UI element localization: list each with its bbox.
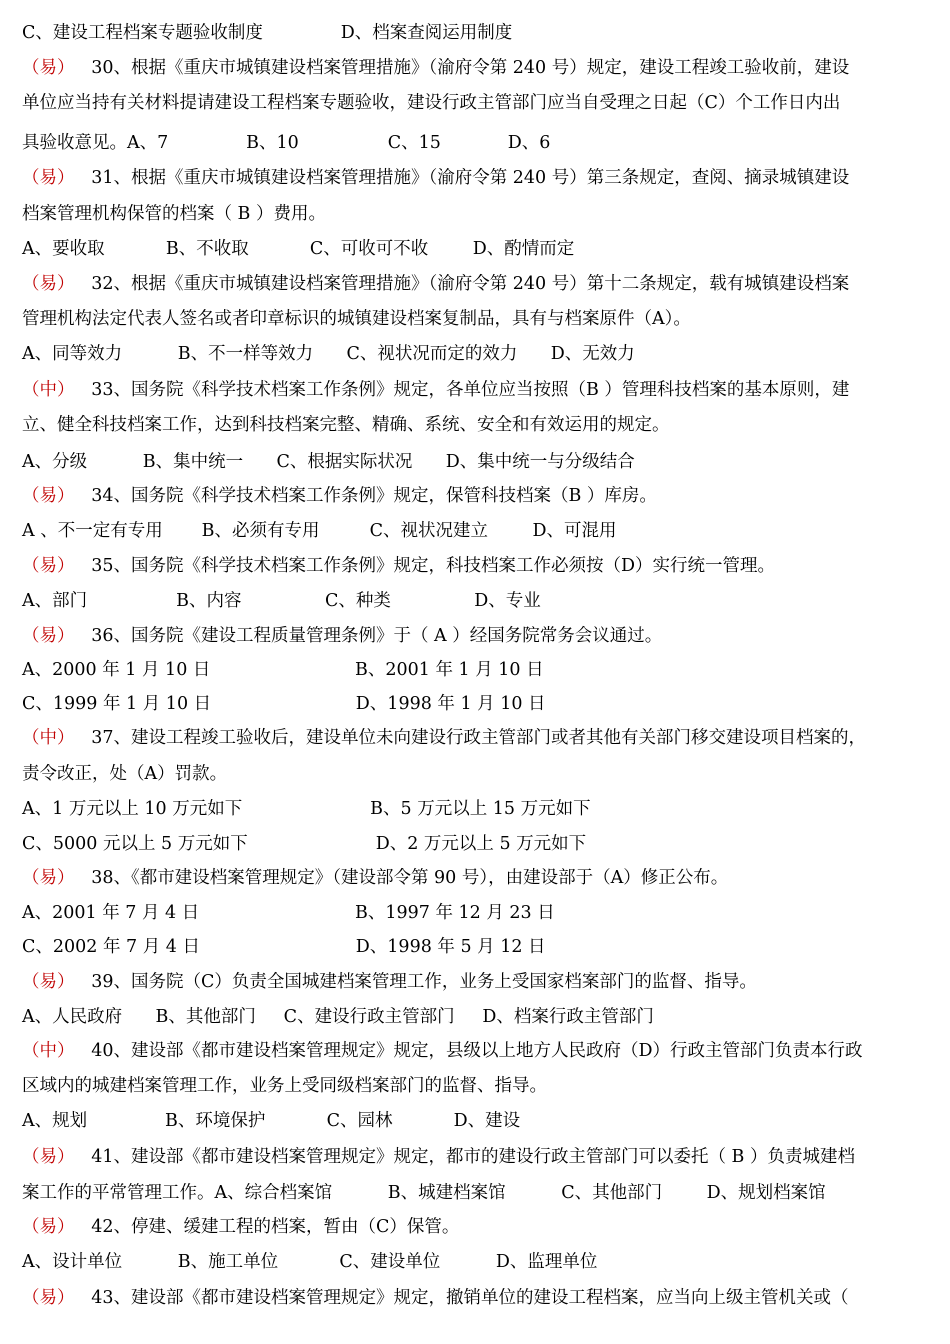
text-line bbox=[22, 412, 670, 438]
text-line bbox=[22, 588, 541, 614]
line-text: 33、国务院《科学技术档案工作条例》规定，各单位应当按照（B ）管理科技档案的基本原则，建 bbox=[74, 380, 850, 400]
text-line bbox=[22, 236, 574, 262]
line-text: 34、国务院《科学技术档案工作条例》规定，保管科技档案（B ）库房。 bbox=[74, 486, 657, 506]
question-line bbox=[22, 865, 728, 891]
difficulty-label: （中） bbox=[22, 1041, 75, 1061]
line-text: 30、根据《重庆市城镇建设档案管理措施》（渝府令第 240 号）规定，建设工程竣工验收前，建设 bbox=[74, 58, 850, 78]
text-line bbox=[22, 657, 544, 683]
text-line bbox=[22, 518, 617, 544]
line-text: 区域内的城建档案管理工作，业务上受同级档案部门的监督、指导。 bbox=[22, 1076, 547, 1096]
difficulty-label: （中） bbox=[22, 728, 75, 748]
question-line bbox=[22, 483, 657, 509]
text-line bbox=[22, 130, 550, 156]
question-line bbox=[22, 1144, 855, 1170]
line-text: 31、根据《重庆市城镇建设档案管理措施》（渝府令第 240 号）第三条规定，查阅、摘录城镇建设 bbox=[74, 168, 850, 188]
line-text: C、2002 年 7 月 4 日 D、1998 年 5 月 12 日 bbox=[22, 937, 546, 957]
line-text: 案工作的平常管理工作。A、综合档案馆 B、城建档案馆 C、其他部门 D、规划档案馆 bbox=[22, 1183, 826, 1203]
text-line bbox=[22, 1004, 654, 1030]
line-text: 责令改正，处（A）罚款。 bbox=[22, 764, 228, 784]
text-line bbox=[22, 831, 586, 857]
text-line bbox=[22, 201, 326, 227]
difficulty-label: （易） bbox=[22, 58, 75, 78]
text-line bbox=[22, 1249, 597, 1275]
line-text: A、部门 B、内容 C、种类 D、专业 bbox=[22, 591, 541, 611]
line-text: 42、停建、缓建工程的档案，暂由（C）保管。 bbox=[74, 1217, 460, 1237]
difficulty-label: （易） bbox=[22, 1147, 75, 1167]
line-text: 37、建设工程竣工验收后，建设单位未向建设行政主管部门或者其他有关部门移交建设项目档案的， bbox=[74, 728, 866, 748]
text-line bbox=[22, 341, 635, 367]
line-text: 36、国务院《建设工程质量管理条例》于（ A ）经国务院常务会议通过。 bbox=[74, 626, 663, 646]
line-text: 管理机构法定代表人签名或者印章标识的城镇建设档案复制品，具有与档案原件（A）。 bbox=[22, 309, 691, 329]
line-text: C、建设工程档案专题验收制度 D、档案查阅运用制度 bbox=[22, 23, 513, 43]
text-line bbox=[22, 449, 635, 475]
question-line bbox=[22, 377, 849, 403]
question-line bbox=[22, 553, 775, 579]
question-line bbox=[22, 725, 866, 751]
line-text: 立、健全科技档案工作，达到科技档案完整、精确、系统、安全和有效运用的规定。 bbox=[22, 415, 670, 435]
difficulty-label: （易） bbox=[22, 1217, 75, 1237]
line-text: A、2001 年 7 月 4 日 B、1997 年 12 月 23 日 bbox=[22, 903, 555, 923]
question-line bbox=[22, 969, 757, 995]
line-text: A、分级 B、集中统一 C、根据实际状况 D、集中统一与分级结合 bbox=[22, 452, 635, 472]
line-text: 具验收意见。A、7 B、10 C、15 D、6 bbox=[22, 133, 551, 153]
text-line bbox=[22, 1108, 520, 1134]
difficulty-label: （易） bbox=[22, 556, 75, 576]
text-line bbox=[22, 796, 591, 822]
line-text: 35、国务院《科学技术档案工作条例》规定，科技档案工作必须按（D）实行统一管理。 bbox=[74, 556, 775, 576]
line-text: A、要收取 B、不收取 C、可收可不收 D、酌情而定 bbox=[22, 239, 575, 259]
line-text: A、人民政府 B、其他部门 C、建设行政主管部门 D、档案行政主管部门 bbox=[22, 1007, 654, 1027]
text-line bbox=[22, 20, 512, 46]
question-line bbox=[22, 1285, 848, 1311]
text-line bbox=[22, 90, 840, 116]
text-line bbox=[22, 1073, 547, 1099]
line-text: C、5000 元以上 5 万元如下 D、2 万元以上 5 万元如下 bbox=[22, 834, 587, 854]
line-text: A、2000 年 1 月 10 日 B、2001 年 1 月 10 日 bbox=[22, 660, 544, 680]
question-line bbox=[22, 623, 662, 649]
difficulty-label: （中） bbox=[22, 380, 75, 400]
text-line bbox=[22, 900, 555, 926]
difficulty-label: （易） bbox=[22, 972, 75, 992]
difficulty-label: （易） bbox=[22, 274, 75, 294]
difficulty-label: （易） bbox=[22, 168, 75, 188]
line-text: A、同等效力 B、不一样等效力 C、视状况而定的效力 D、无效力 bbox=[22, 344, 635, 364]
difficulty-label: （易） bbox=[22, 626, 75, 646]
line-text: A、1 万元以上 10 万元如下 B、5 万元以上 15 万元如下 bbox=[22, 799, 591, 819]
question-line bbox=[22, 55, 849, 81]
question-line bbox=[22, 271, 849, 297]
question-line bbox=[22, 1038, 862, 1064]
line-text: 单位应当持有关材料提请建设工程档案专题验收，建设行政主管部门应当自受理之日起（C）个工作日内出 bbox=[22, 93, 841, 113]
line-text: 39、国务院（C）负责全国城建档案管理工作，业务上受国家档案部门的监督、指导。 bbox=[74, 972, 757, 992]
line-text: 40、建设部《都市建设档案管理规定》规定，县级以上地方人民政府（D）行政主管部门负责本行政 bbox=[74, 1041, 863, 1061]
difficulty-label: （易） bbox=[22, 1288, 75, 1308]
line-text: 32、根据《重庆市城镇建设档案管理措施》（渝府令第 240 号）第十二条规定，载有城镇建设档案 bbox=[74, 274, 850, 294]
difficulty-label: （易） bbox=[22, 486, 75, 506]
difficulty-label: （易） bbox=[22, 868, 75, 888]
text-line bbox=[22, 934, 546, 960]
text-line bbox=[22, 1180, 826, 1206]
line-text: 43、建设部《都市建设档案管理规定》规定，撤销单位的建设工程档案，应当向上级主管机关或（ bbox=[74, 1288, 849, 1308]
question-line bbox=[22, 1214, 459, 1240]
line-text: 38、《都市建设档案管理规定》（建设部令第 90 号），由建设部于（A）修正公布。 bbox=[74, 868, 729, 888]
line-text: 41、建设部《都市建设档案管理规定》规定，都市的建设行政主管部门可以委托（ B ）负责城建档 bbox=[74, 1147, 855, 1167]
question-line bbox=[22, 165, 849, 191]
line-text: 档案管理机构保管的档案（ B ）费用。 bbox=[22, 204, 326, 224]
text-line bbox=[22, 691, 546, 717]
line-text: C、1999 年 1 月 10 日 D、1998 年 1 月 10 日 bbox=[22, 694, 546, 714]
text-line bbox=[22, 761, 227, 787]
line-text: A、规划 B、环境保护 C、园林 D、建设 bbox=[22, 1111, 521, 1131]
text-line bbox=[22, 306, 691, 332]
line-text: A 、不一定有专用 B、必须有专用 C、视状况建立 D、可混用 bbox=[22, 521, 617, 541]
line-text: A、设计单位 B、施工单位 C、建设单位 D、监理单位 bbox=[22, 1252, 598, 1272]
